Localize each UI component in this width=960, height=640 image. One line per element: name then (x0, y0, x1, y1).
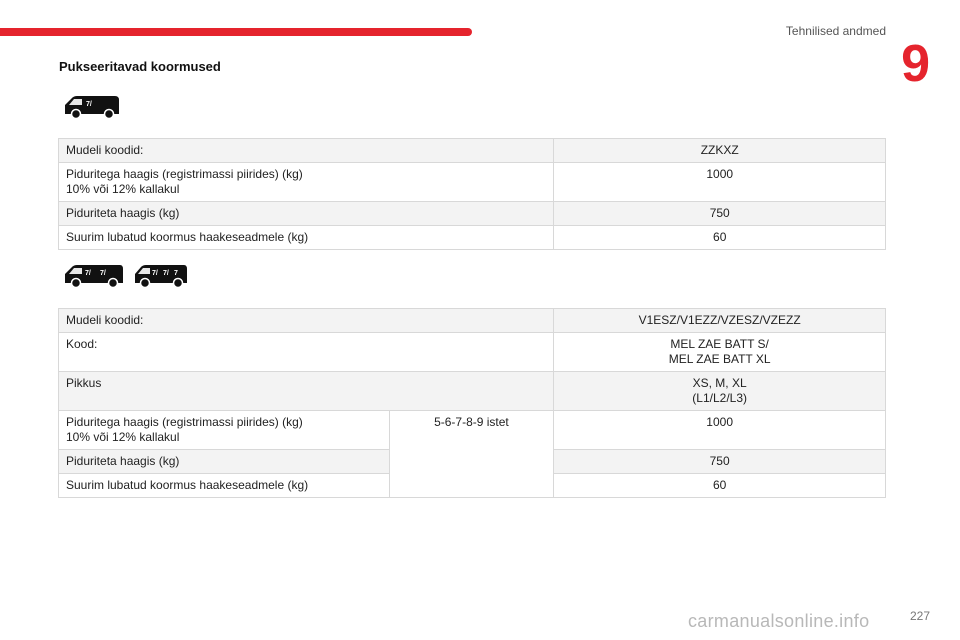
length-label: Pikkus (59, 372, 554, 411)
code-value: MEL ZAE BATT S/ MEL ZAE BATT XL (554, 333, 886, 372)
section-title: Pukseeritavad koormused (59, 59, 221, 74)
row-label: Piduritega haagis (registrimassi piirides) (kg) 10% või 12% kallakul (59, 163, 554, 202)
table-row (59, 202, 886, 226)
row-label: Piduriteta haagis (kg) (59, 202, 554, 226)
unbraked-trailer-value: 750 (554, 450, 886, 474)
table-row (59, 411, 886, 450)
table-row (59, 226, 886, 250)
table-row (59, 163, 886, 202)
length-value: XS, M, XL (L1/L2/L3) (554, 372, 886, 411)
braked-trailer-value: 1000 (554, 411, 886, 450)
row-value: 60 (554, 226, 886, 250)
svg-text:7: 7 (174, 270, 178, 277)
chapter-number: 9 (901, 35, 930, 93)
van-double-door-icon (62, 263, 126, 289)
table-row (59, 372, 886, 411)
hitch-load-value: 60 (554, 474, 886, 498)
header-accent-bar (0, 28, 472, 36)
watermark: carmanualsonline.info (688, 611, 870, 631)
svg-text:7/: 7/ (100, 270, 106, 277)
row-value: 750 (554, 202, 886, 226)
svg-text:7/: 7/ (152, 270, 158, 277)
row-label: Suurim lubatud koormus haakeseadmele (kg) (59, 226, 554, 250)
towing-table-2 (58, 308, 886, 498)
hitch-load-label: Suurim lubatud koormus haakeseadmele (kg) (59, 474, 390, 498)
model-codes-value: V1ESZ/V1EZZ/VZESZ/VZEZZ (554, 309, 886, 333)
van-triple-door-icon (132, 263, 190, 289)
towing-table-1 (58, 138, 886, 250)
table-row (59, 333, 886, 372)
unbraked-trailer-label: Piduriteta haagis (kg) (59, 450, 390, 474)
svg-text:7/: 7/ (86, 101, 92, 108)
page-number: 227 (909, 609, 930, 623)
seats-value: 5-6-7-8-9 istet (389, 411, 554, 498)
model-codes-label: Mudeli koodid: (59, 309, 554, 333)
row-label: Mudeli koodid: (59, 139, 554, 163)
row-value: 1000 (554, 163, 886, 202)
table-row (59, 139, 886, 163)
van-single-door-icon (62, 94, 122, 120)
svg-text:7/: 7/ (163, 270, 169, 277)
code-label: Kood: (59, 333, 554, 372)
braked-trailer-label: Piduritega haagis (registrimassi piirides) (kg) 10% või 12% kallakul (59, 411, 390, 450)
chapter-title: Tehnilised andmed (785, 24, 886, 38)
table-row (59, 309, 886, 333)
row-value: ZZKXZ (554, 139, 886, 163)
svg-text:7/: 7/ (85, 270, 91, 277)
